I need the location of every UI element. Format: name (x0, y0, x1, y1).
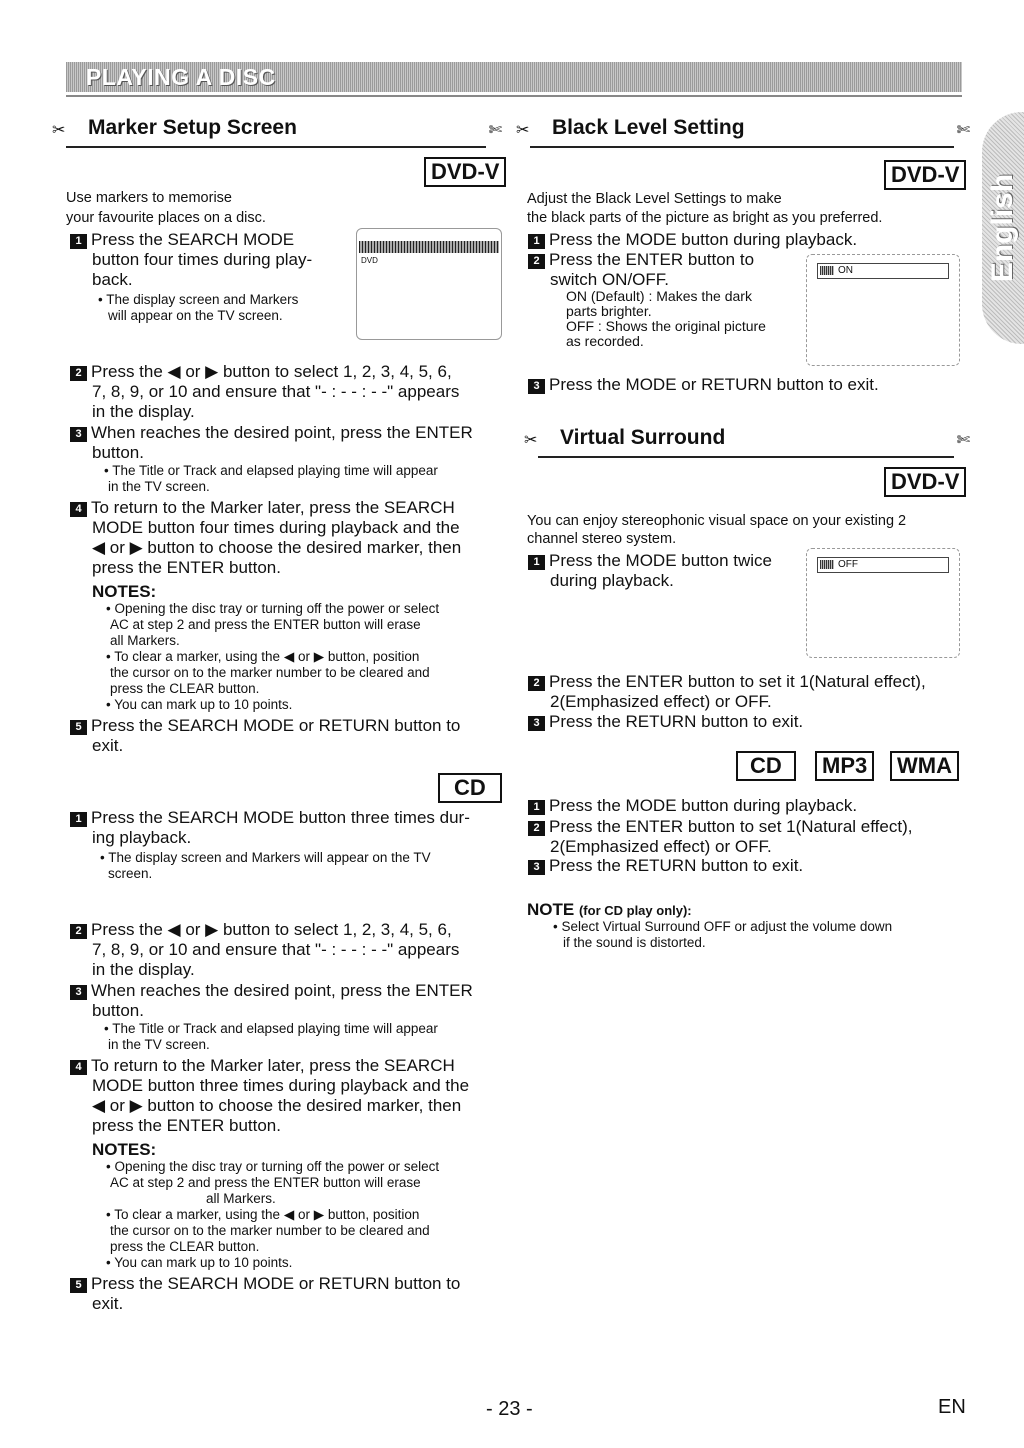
header-rule (66, 95, 962, 97)
cd-notes-label: NOTES: (92, 1140, 157, 1159)
section-title: Black Level Setting (552, 116, 745, 139)
black-intro: Adjust the Black Level Settings to make the black parts of the picture as bright as you preferred. (527, 191, 883, 226)
dvd-step-2: 2 Press the ◀ or ▶ button to select 1, 2, 3, 4, 5, 6, 7, 8, 9, or 10 and ensure that "- : - - : - -" appears in the display. (70, 362, 500, 422)
virtual-surround-display: OFF (817, 557, 949, 573)
scissor-right-icon: ✄ (956, 122, 970, 139)
section-marker-header (52, 114, 502, 148)
cd-step-3: 3 When reaches the desired point, press the ENTER button. (70, 981, 510, 1021)
format-badge-cd: CD (438, 773, 502, 803)
dvd-step-4: 4 To return to the Marker later, press the SEARCH MODE button four times during playback and the ◀ or ▶ button to choose the desired marker, then press the ENTER button. (70, 498, 510, 578)
format-badge-wma: WMA (890, 751, 959, 781)
cd-step-1: 1 Press the SEARCH MODE button three times dur- ing playback. (70, 808, 510, 848)
section-virtual-surround-header (524, 424, 970, 458)
virtual-surround-screen (806, 548, 960, 658)
dvd-step-3-note: • The Title or Track and elapsed playing time will appear in the TV screen. (104, 463, 438, 494)
black-level-icon (820, 266, 834, 275)
format-badge-dvd: DVD-V (884, 160, 966, 190)
notes-label: NOTES: (92, 582, 157, 601)
black-on-off-desc: ON (Default) : Makes the dark parts brighter. OFF : Shows the original picture as recorded. (566, 288, 766, 349)
section-title: Marker Setup Screen (88, 116, 297, 139)
cd-step-2: 2 Press the ◀ or ▶ button to select 1, 2, 3, 4, 5, 6, 7, 8, 9, or 10 and ensure that "- : - - : - -" appears in the display. (70, 920, 500, 980)
page-number: - 23 - (486, 1398, 533, 1420)
marker-screen-illustration: DVD (356, 228, 502, 340)
format-badge-dvd: DVD-V (884, 467, 966, 497)
virtual-step-2: 2 Press the ENTER button to set it 1(Natural effect), 2(Emphasized effect) or OFF. (528, 672, 978, 712)
scissor-left-icon: ✂ (524, 432, 538, 449)
section-title: Virtual Surround (560, 426, 726, 449)
virtual-intro: You can enjoy stereophonic visual space on your existing 2 channel stereo system. (527, 513, 907, 547)
dvd-step-1-note: • The display screen and Markers will appear on the TV screen. (98, 292, 299, 323)
cd-step-4: 4 To return to the Marker later, press the SEARCH MODE button three times during playback and the ◀ or ▶ button to choose the desired marker, then press the ENTER button. (70, 1056, 510, 1136)
language-tab-label: English (986, 173, 1019, 283)
virtual-note: • Select Virtual Surround OFF or adjust the volume down if the sound is distorted. (553, 919, 893, 950)
black-step-2: 2 Press the ENTER button to switch ON/OFF. (528, 250, 828, 290)
dvd-step-3: 3 When reaches the desired point, press the ENTER button. (70, 423, 510, 463)
section-black-level-header (516, 114, 970, 148)
dvd-step-5: 5 Press the SEARCH MODE or RETURN button to exit. (70, 716, 510, 756)
cd-step-1-note: • The display screen and Markers will appear on the TV screen. (100, 850, 431, 881)
format-badge-cd: CD (736, 751, 796, 781)
cd-virtual-step-1: 1 Press the MODE button during playback. (528, 796, 958, 816)
cd-step-5: 5 Press the SEARCH MODE or RETURN button to exit. (70, 1274, 510, 1314)
virtual-surround-icon (820, 560, 834, 569)
cd-step-3-note: • The Title or Track and elapsed playing time will appear in the TV screen. (104, 1021, 438, 1052)
virtual-note-label: NOTE (for CD play only): (527, 900, 692, 919)
scissor-right-icon: ✄ (956, 432, 970, 449)
cd-notes: • Opening the disc tray or turning off the power or select AC at step 2 and press the ENTER button will erase all Markers. • To clear a marker, using the ◀ or ▶ button, position the cursor on to the marker number to be cleared and press the CLEAR button. • You can mark up to 10 points. (106, 1159, 440, 1270)
dvd-step-1: 1 Press the SEARCH MODE button four times during play- back. (70, 230, 350, 290)
virtual-step-3: 3 Press the RETURN button to exit. (528, 712, 958, 732)
scissor-left-icon: ✂ (52, 122, 66, 139)
format-badge-dvd: DVD-V (424, 157, 506, 187)
black-step-1: 1 Press the MODE button during playback. (528, 230, 958, 250)
cd-virtual-step-2: 2 Press the ENTER button to set 1(Natural effect), 2(Emphasized effect) or OFF. (528, 817, 968, 857)
page-title: PLAYING A DISC (86, 64, 276, 90)
scissor-left-icon: ✂ (516, 122, 530, 139)
virtual-step-1: 1 Press the MODE button twice during playback. (528, 551, 808, 591)
marker-intro: Use markers to memorise your favourite places on a disc. (66, 190, 266, 226)
black-step-3: 3 Press the MODE or RETURN button to exit. (528, 375, 958, 395)
black-level-screen (806, 254, 960, 366)
scissor-right-icon: ✄ (488, 122, 502, 139)
dvd-notes: • Opening the disc tray or turning off the power or select AC at step 2 and press the ENTER button will erase all Markers. • To clear a marker, using the ◀ or ▶ button, position the cursor on to the marker number to be cleared and press the CLEAR button. • You can mark up to 10 points. (106, 601, 440, 712)
marker-bar (359, 241, 499, 253)
black-level-display: ON (817, 263, 949, 279)
cd-virtual-step-3: 3 Press the RETURN button to exit. (528, 856, 958, 876)
format-badge-mp3: MP3 (815, 751, 874, 781)
language-code: EN (938, 1396, 966, 1418)
